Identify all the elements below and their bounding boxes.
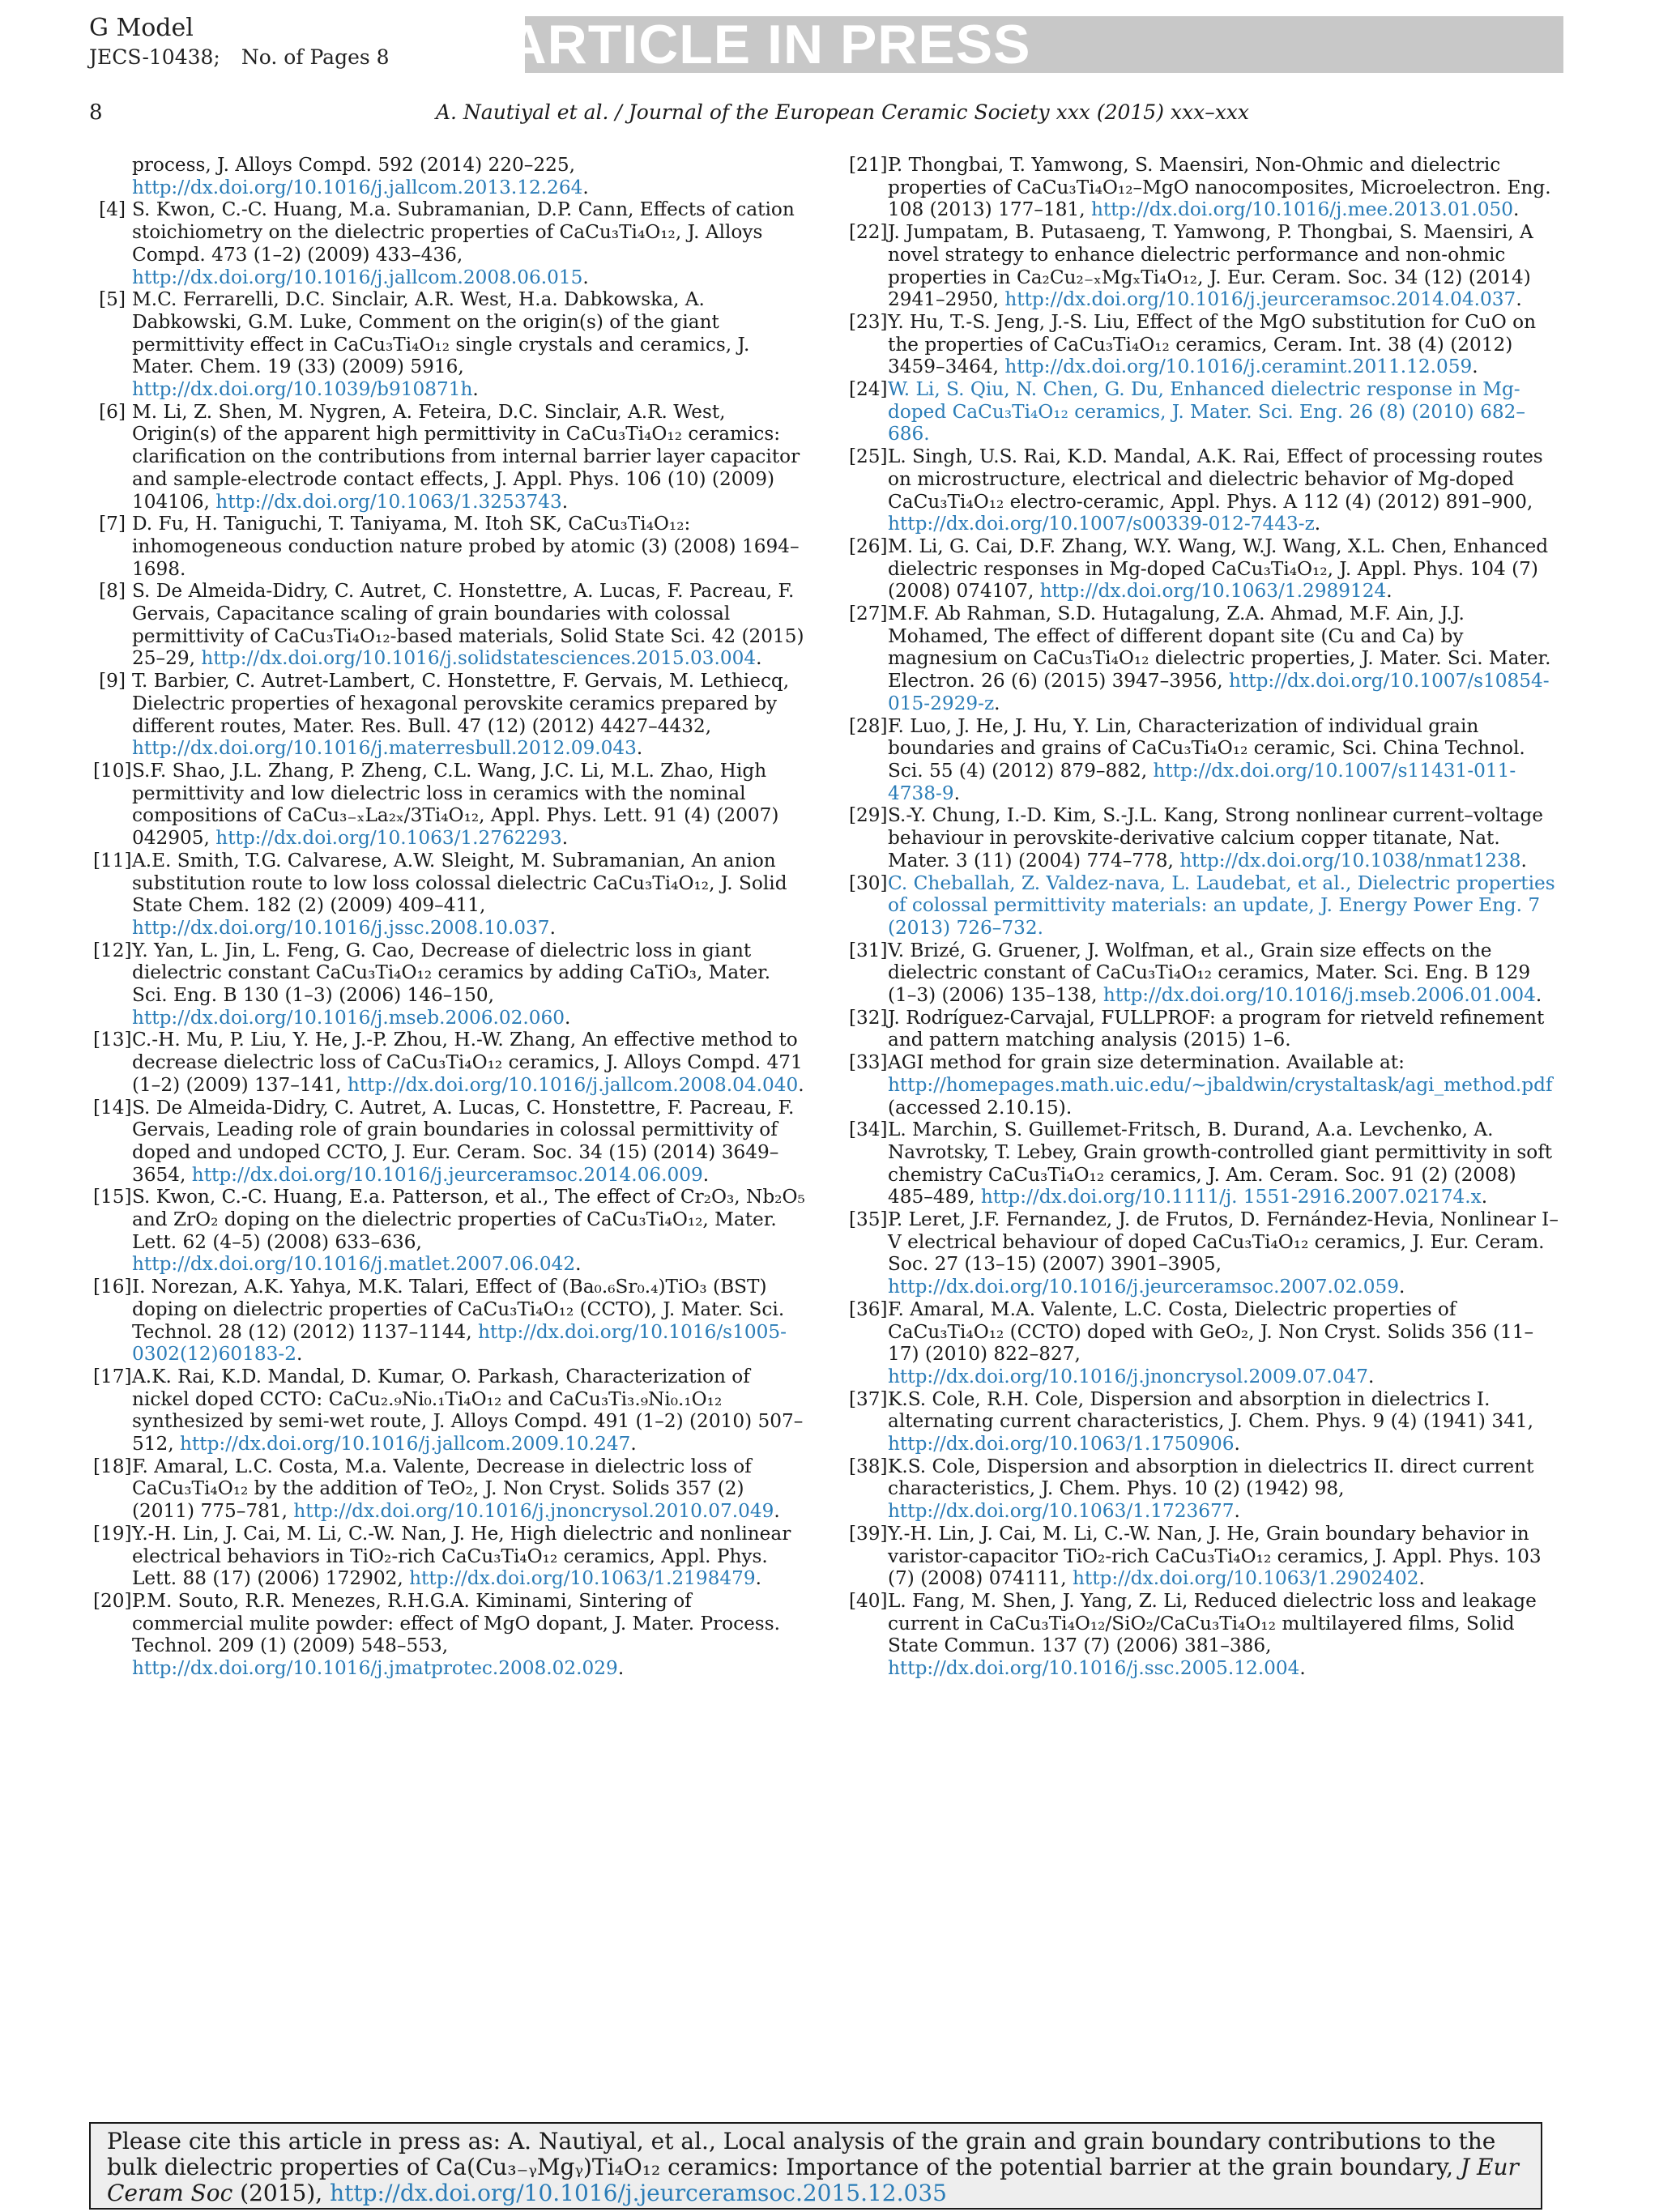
reference-number: [24] [849, 378, 888, 401]
reference-text: K.S. Cole, Dispersion and absorption in dielectrics II. direct current characteristics, J. Chem. Phys. 10 (2) (1942) 98, [888, 1455, 1534, 1500]
reference-doi-link[interactable]: http://dx.doi.org/10.1016/j.jeurceramsoc.2007.02.059 [888, 1276, 1399, 1298]
journal-info [89, 45, 411, 70]
reference-text: V. Brizé, G. Gruener, J. Wolfman, et al., Grain size effects on the dielectric constant of CaCu₃Ti₄O₁₂ ceramics, Mater. Sci. Eng. B 129 (1–3) (2006) 135–138, [888, 939, 1531, 1007]
reference-tail: . [582, 266, 589, 288]
reference-text: L. Fang, M. Shen, J. Yang, Z. Li, Reduced dielectric loss and leakage current in CaCu₃Ti₄O₁₂/SiO₂/CaCu₃Ti₄O₁₂ multilayered films, Solid State Commun. 137 (7) (2006) 381–386, [888, 1590, 1537, 1657]
reference-doi-link[interactable]: http://dx.doi.org/10.1016/j.mseb.2006.02.060 [132, 1006, 565, 1029]
reference-number: [12] [93, 939, 132, 961]
reference-doi-link[interactable]: http://dx.doi.org/10.1016/j.ceramint.2011.12.059 [1004, 356, 1473, 378]
reference-item [849, 715, 1562, 805]
reference-number: [5] [99, 288, 126, 311]
reference-tail: . [1314, 513, 1321, 535]
reference-item [849, 1523, 1562, 1590]
reference-number: [27] [849, 603, 888, 625]
reference-doi-link[interactable]: http://dx.doi.org/10.1016/j.jnoncrysol.2009.07.047 [888, 1365, 1369, 1387]
g-model-label: G Model [89, 14, 194, 42]
reference-number: [13] [93, 1029, 132, 1051]
reference-text: D. Fu, H. Taniguchi, T. Taniyama, M. Itoh SK, CaCu₃Ti₄O₁₂: inhomogeneous conduction nature probed by atomic (3) (2008) 1694–1698. [132, 513, 800, 580]
reference-item [849, 535, 1562, 603]
reference-doi-link[interactable]: http://dx.doi.org/10.1016/j.jallcom.2009.10.247 [180, 1433, 631, 1455]
references-left-column [93, 154, 806, 1680]
reference-doi-link[interactable]: http://dx.doi.org/10.1111/j. 1551-2916.2007.02174.x [980, 1186, 1482, 1208]
reference-text: I. Norezan, A.K. Yahya, M.K. Talari, Effect of (Ba₀.₆Sr₀.₄)TiO₃ (BST) doping on dielectric properties of CaCu₃Ti₄O₁₂ (CCTO), J. Mater. Sci. Technol. 28 (12) (2012) 1137–1144, [132, 1276, 785, 1343]
reference-number: [18] [93, 1455, 132, 1477]
reference-number: [40] [849, 1590, 888, 1612]
reference-number: [22] [849, 221, 888, 244]
reference-number: [14] [93, 1096, 132, 1119]
reference-doi-link[interactable]: http://dx.doi.org/10.1063/1.2762293 [215, 827, 562, 850]
reference-number: [21] [849, 154, 888, 176]
reference-number: [7] [99, 513, 126, 535]
reference-doi-link[interactable]: http://homepages.math.uic.edu/~jbaldwin/crystaltask/agi_method.pdf [888, 1073, 1553, 1096]
citation-journal: J Eur Ceram Soc [107, 2154, 1519, 2206]
reference-number: [31] [849, 939, 888, 961]
reference-tail: . [630, 1433, 637, 1455]
reference-text: K.S. Cole, R.H. Cole, Dispersion and absorption in dielectrics I. alternating current characteristics, J. Chem. Phys. 9 (4) (1941) 341, [888, 1387, 1533, 1433]
reference-tail: . [472, 378, 479, 401]
reference-number: [30] [849, 872, 888, 894]
reference-number: [10] [93, 759, 132, 782]
reference-item [849, 872, 1562, 940]
journal-id: JECS-10438; [89, 45, 220, 69]
reference-text: F. Luo, J. He, J. Hu, Y. Lin, Characterization of individual grain boundaries and grains of CaCu₃Ti₄O₁₂ ceramic, Sci. China Technol. Sci. 55 (4) (2012) 879–882, [888, 714, 1525, 782]
reference-number: [35] [849, 1208, 888, 1231]
reference-text: F. Amaral, L.C. Costa, M.a. Valente, Decrease in dielectric loss of CaCu₃Ti₄O₁₂ by the addition of TeO₂, J. Non Cryst. Solids 357 (2) (2011) 775–781, [132, 1455, 752, 1523]
reference-tail: . [1418, 1567, 1425, 1590]
reference-item [849, 1388, 1562, 1455]
reference-doi-link[interactable]: http://dx.doi.org/10.1063/1.2902402 [1072, 1567, 1419, 1590]
reference-number: [23] [849, 310, 888, 333]
reference-item [849, 154, 1562, 221]
reference-item [849, 378, 1562, 445]
reference-number: [39] [849, 1522, 888, 1545]
reference-doi-link[interactable]: http://dx.doi.org/10.1063/1.2989124 [1039, 580, 1387, 603]
reference-number: [16] [93, 1276, 132, 1298]
reference-item [849, 1051, 1562, 1119]
reference-item [849, 1298, 1562, 1388]
reference-tail: . [953, 782, 960, 804]
reference-item [849, 221, 1562, 311]
reference-tail: . [575, 1253, 582, 1276]
reference-text: P. Thongbai, T. Yamwong, S. Maensiri, Non-Ohmic and dielectric properties of CaCu₃Ti₄O₁₂–MgO nanocomposites, Microelectron. Eng. 108 (2013) 177–181, [888, 154, 1551, 221]
reference-item [93, 1097, 806, 1187]
reference-tail: . [1398, 1276, 1405, 1298]
reference-text: T. Barbier, C. Autret-Lambert, C. Honstettre, F. Gervais, M. Lethiecq, Dielectric properties of hexagonal perovskite ceramics prepared by different routes, Mater. Res. Bull. 47 (12) (2012) 4427–4432, [132, 670, 790, 737]
citation-box [89, 2122, 1542, 2210]
reference-text: M.F. Ab Rahman, S.D. Hutagalung, Z.A. Ahmad, M.F. Ain, J.J. Mohamed, The effect of different dopant site (Cu and Ca) by magnesium on CaCu₃Ti₄O₁₂ dielectric properties, J. Mater. Sci. Mater. Electron. 26 (6) (2015) 3947–3956, [888, 603, 1551, 693]
reference-tail: . [582, 176, 589, 198]
reference-item [93, 513, 806, 580]
reference-text: F. Amaral, M.A. Valente, L.C. Costa, Dielectric properties of CaCu₃Ti₄O₁₂ (CCTO) doped with GeO₂, J. Non Cryst. Solids 356 (11–17) (2010) 822–827, [888, 1298, 1534, 1366]
reference-item [849, 1455, 1562, 1523]
reference-text: Y. Yan, L. Jin, L. Feng, G. Cao, Decrease of dielectric loss in giant dielectric constant CaCu₃Ti₄O₁₂ ceramics by adding CaTiO₃, Mater. Sci. Eng. B 130 (1–3) (2006) 146–150, [132, 939, 771, 1007]
reference-item [93, 1366, 806, 1455]
reference-text: J. Rodríguez-Carvajal, FULLPROF: a program for rietveld refinement and pattern matching analysis (2015) 1–6. [888, 1006, 1545, 1051]
reference-tail: . [565, 1006, 571, 1029]
reference-item [849, 1208, 1562, 1298]
reference-text: M. Li, Z. Shen, M. Nygren, A. Feteira, D.C. Sinclair, A.R. West, Origin(s) of the apparent high permittivity in CaCu₃Ti₄O₁₂ ceramics: clarification on the contributions from internal barrier layer capacitor and sample-electrode contact effects, J. Appl. Phys. 106 (10) (2009) 104106, [132, 400, 800, 513]
reference-tail: . [1520, 849, 1527, 872]
reference-text[interactable]: W. Li, S. Qiu, N. Chen, G. Du, Enhanced dielectric response in Mg-doped CaCu₃Ti₄O₁₂ ceramics, J. Mater. Sci. Eng. 26 (8) (2010) 682–686. [888, 378, 1525, 445]
reference-tail: . [1299, 1657, 1306, 1680]
reference-tail: . [994, 692, 1000, 714]
reference-tail: . [549, 916, 556, 939]
reference-doi-link[interactable]: http://dx.doi.org/10.1016/j.jeurceramsoc.2014.06.009 [191, 1163, 703, 1186]
reference-text: P.M. Souto, R.R. Menezes, R.H.G.A. Kiminami, Sintering of commercial mulite powder: effect of MgO dopant, J. Mater. Process. Technol. 209 (1) (2009) 548–553, [132, 1590, 780, 1657]
reference-doi-link[interactable]: http://dx.doi.org/10.1016/j.ssc.2005.12.004 [888, 1657, 1300, 1680]
reference-item [93, 1276, 806, 1366]
reference-tail: . [1386, 580, 1392, 603]
reference-tail: . [617, 1657, 625, 1680]
reference-text: S. Kwon, C.-C. Huang, E.a. Patterson, et al., The effect of Cr₂O₃, Nb₂O₅ and ZrO₂ doping on the dielectric properties of CaCu₃Ti₄O₁₂, Mater. Lett. 62 (4–5) (2008) 633–636, [132, 1186, 805, 1253]
reference-tail: . [1234, 1433, 1240, 1455]
reference-number: [36] [849, 1298, 888, 1320]
reference-text: S. Kwon, C.-C. Huang, M.a. Subramanian, D.P. Cann, Effects of cation stoichiometry on the dielectric properties of CaCu₃Ti₄O₁₂, J. Alloys Compd. 473 (1–2) (2009) 433–436, [132, 198, 795, 266]
article-in-press-banner [506, 14, 1563, 75]
reference-doi-link[interactable]: http://dx.doi.org/10.1016/j.mseb.2006.01.004 [1102, 984, 1536, 1007]
references-right-column [849, 154, 1562, 1680]
reference-item [93, 580, 806, 670]
reference-item [93, 1029, 806, 1096]
reference-doi-link[interactable]: http://dx.doi.org/10.1016/j.jeurceramsoc.2014.04.037 [1004, 288, 1516, 311]
reference-doi-link[interactable]: http://dx.doi.org/10.1016/s1005-0302(12)60183-2 [132, 1320, 787, 1366]
reference-doi-link[interactable]: http://dx.doi.org/10.1016/j.jnoncrysol.2010.07.049 [293, 1500, 774, 1523]
reference-item [849, 311, 1562, 378]
reference-doi-link[interactable]: http://dx.doi.org/10.1063/1.3253743 [215, 490, 562, 513]
reference-doi-link[interactable]: http://dx.doi.org/10.1016/j.matlet.2007.06.042 [132, 1253, 576, 1276]
reference-number: [8] [99, 580, 126, 603]
reference-doi-link[interactable]: http://dx.doi.org/10.1016/j.jallcom.2008.06.015 [132, 266, 583, 288]
reference-text: S.-Y. Chung, I.-D. Kim, S.-J.L. Kang, Strong nonlinear current–voltage behaviour in perovskite-derivative calcium copper titanate, Nat. Mater. 3 (11) (2004) 774–778, [888, 804, 1543, 872]
reference-doi-link[interactable]: http://dx.doi.org/10.1007/s00339-012-7443-z [888, 513, 1315, 535]
reference-item [93, 1590, 806, 1680]
reference-tail: . [1512, 198, 1520, 221]
reference-item [93, 760, 806, 850]
reference-item [849, 603, 1562, 715]
reference-text: A.K. Rai, K.D. Mandal, D. Kumar, O. Parkash, Characterization of nickel doped CCTO: CaCu₂.₉Ni₀.₁Ti₄O₁₂ and CaCu₃Ti₃.₉Ni₀.₁O₁₂ synthesized by semi-wet route, J. Alloys Compd. 491 (1–2) (2010) 507–512, [132, 1365, 804, 1455]
citation-text: Please cite this article in press as: A. Nautiyal, et al., Local analysis of the grain and grain boundary contributions to the bulk dielectric properties of Ca(Cu₃₋ᵧMgᵧ)Ti₄O₁₂ ceramics: Importance of the potential barrier at the grain boundary, [107, 2128, 1496, 2180]
reference-tail: . [636, 737, 643, 760]
reference-number: [20] [93, 1590, 132, 1612]
running-head: A. Nautiyal et al. / Journal of the European Ceramic Society xxx (2015) xxx–xxx [435, 100, 1250, 124]
reference-doi-link[interactable]: http://dx.doi.org/10.1007/s10854-015-2929-z [888, 670, 1550, 714]
reference-item [849, 1007, 1562, 1051]
reference-tail: . [296, 1343, 303, 1366]
reference-text: process, J. Alloys Compd. 592 (2014) 220–225, [132, 154, 575, 176]
reference-doi-link[interactable]: http://dx.doi.org/10.1016/j.solidstatesciences.2015.03.004 [201, 647, 757, 670]
reference-number: [37] [849, 1387, 888, 1410]
reference-text: L. Singh, U.S. Rai, K.D. Mandal, A.K. Rai, Effect of processing routes on microstructure, electrical and dielectric behavior of Mg-doped CaCu₃Ti₄O₁₂ electro-ceramic, Appl. Phys. A 112 (4) (2012) 891–900, [888, 445, 1543, 513]
reference-tail: . [561, 827, 569, 850]
reference-item [849, 804, 1562, 872]
reference-number: [25] [849, 445, 888, 468]
reference-doi-link[interactable]: http://dx.doi.org/10.1016/j.jmatprotec.2008.02.029 [132, 1657, 618, 1680]
reference-doi-link[interactable]: http://dx.doi.org/10.1063/1.1750906 [888, 1433, 1235, 1455]
page-count: No. of Pages 8 [241, 45, 390, 69]
reference-item [849, 940, 1562, 1007]
reference-text[interactable]: C. Cheballah, Z. Valdez-nava, L. Laudebat, et al., Dielectric properties of colossal permittivity materials: an update, J. Energy Power Eng. 7 (2013) 726–732. [888, 872, 1555, 939]
reference-item [93, 670, 806, 760]
reference-doi-link[interactable]: http://dx.doi.org/10.1063/1.2198479 [409, 1567, 756, 1590]
reference-item [849, 1119, 1562, 1208]
reference-text: J. Jumpatam, B. Putasaeng, T. Yamwong, P. Thongbai, S. Maensiri, A novel strategy to enhance dielectric performance and non-ohmic properties in Ca₂Cu₂₋ₓMgₓTi₄O₁₂, J. Eur. Ceram. Soc. 34 (12) (2014) 2941–2950, [888, 221, 1533, 311]
reference-tail: (accessed 2.10.15). [888, 1096, 1073, 1119]
reference-item [93, 288, 806, 401]
reference-item [849, 1590, 1562, 1680]
reference-number: [32] [849, 1006, 888, 1029]
reference-tail: . [1368, 1365, 1375, 1387]
reference-doi-link[interactable]: http://dx.doi.org/10.1039/b910871h [132, 378, 473, 401]
reference-number: [6] [99, 400, 126, 423]
reference-item [93, 1186, 806, 1276]
reference-doi-link[interactable]: http://dx.doi.org/10.1016/j.mee.2013.01.050 [1090, 198, 1513, 221]
reference-item [93, 940, 806, 1029]
reference-number: [26] [849, 535, 888, 557]
reference-item [93, 401, 806, 514]
reference-tail: . [1516, 288, 1522, 311]
reference-tail: . [756, 647, 762, 670]
citation-doi-link[interactable]: http://dx.doi.org/10.1016/j.jeurceramsoc.2015.12.035 [330, 2180, 947, 2206]
reference-text: AGI method for grain size determination. Available at: [888, 1051, 1405, 1074]
reference-number: [29] [849, 804, 888, 827]
reference-doi-link[interactable]: http://dx.doi.org/10.1038/nmat1238 [1179, 849, 1521, 872]
reference-tail: . [798, 1073, 804, 1096]
reference-tail: . [702, 1163, 710, 1186]
reference-item [93, 1523, 806, 1590]
reference-text: M.C. Ferrarelli, D.C. Sinclair, A.R. West, H.a. Dabkowska, A. Dabkowski, G.M. Luke, Comment on the origin(s) of the giant permittivity effect in CaCu₃Ti₄O₁₂ single crystals and ceramics, J. Mater. Chem. 19 (33) (2009) 5916, [132, 288, 750, 378]
reference-number: [34] [849, 1119, 888, 1141]
reference-text: L. Marchin, S. Guillemet-Fritsch, B. Durand, A.a. Levchenko, A. Navrotsky, T. Lebey, Grain growth-controlled giant permittivity in soft chemistry CaCu₃Ti₄O₁₂ ceramics, J. Am. Ceram. Soc. 91 (2) (2008) 485–489, [888, 1119, 1553, 1208]
reference-number: [9] [99, 670, 126, 693]
reference-text: C.-H. Mu, P. Liu, Y. He, J.-P. Zhou, H.-W. Zhang, An effective method to decrease dielectric loss of CaCu₃Ti₄O₁₂ ceramics, J. Alloys Compd. 471 (1–2) (2009) 137–141, [132, 1029, 803, 1096]
reference-item [93, 198, 806, 288]
reference-tail: . [1481, 1186, 1488, 1208]
reference-doi-link[interactable]: http://dx.doi.org/10.1016/j.materresbull.2012.09.043 [132, 737, 637, 760]
reference-number: [33] [849, 1051, 888, 1074]
citation-year: (2015), [232, 2180, 331, 2206]
reference-text: Y.-H. Lin, J. Cai, M. Li, C.-W. Nan, J. He, High dielectric and nonlinear electrical behaviors in TiO₂-rich CaCu₃Ti₄O₁₂ ceramics, Appl. Phys. Lett. 88 (17) (2006) 172902, [132, 1522, 791, 1590]
reference-tail: . [1234, 1500, 1240, 1523]
reference-text: A.E. Smith, T.G. Calvarese, A.W. Sleight, M. Subramanian, An anion substitution route to low loss colossal dielectric CaCu₃Ti₄O₁₂, J. Solid State Chem. 182 (2) (2009) 409–411, [132, 849, 787, 917]
reference-number: [17] [93, 1365, 132, 1387]
page-number: 8 [89, 100, 103, 125]
reference-number: [11] [93, 849, 132, 872]
reference-text: S. De Almeida-Didry, C. Autret, C. Honstettre, A. Lucas, F. Pacreau, F. Gervais, Capacitance scaling of grain boundaries with colossal permittivity of CaCu₃Ti₄O₁₂-based materials, Solid State Sci. 42 (2015) 25–29, [132, 580, 804, 670]
reference-doi-link[interactable]: http://dx.doi.org/10.1007/s11431-011-4738-9 [888, 759, 1516, 804]
reference-tail: . [774, 1500, 780, 1523]
reference-number: [4] [99, 198, 126, 221]
reference-text: Y. Hu, T.-S. Jeng, J.-S. Liu, Effect of the MgO substitution for CuO on the properties of CaCu₃Ti₄O₁₂ ceramics, Ceram. Int. 38 (4) (2012) 3459–3464, [888, 310, 1537, 378]
reference-item [93, 850, 806, 940]
reference-doi-link[interactable]: http://dx.doi.org/10.1016/j.jallcom.2013.12.264 [132, 176, 583, 198]
reference-number: [38] [849, 1455, 888, 1477]
reference-item [849, 445, 1562, 535]
reference-tail: . [1535, 984, 1542, 1007]
reference-number: [15] [93, 1186, 132, 1208]
reference-doi-link[interactable]: http://dx.doi.org/10.1063/1.1723677 [888, 1500, 1235, 1523]
reference-number: [28] [849, 714, 888, 737]
reference-doi-link[interactable]: http://dx.doi.org/10.1016/j.jssc.2008.10.037 [132, 916, 550, 939]
reference-doi-link[interactable]: http://dx.doi.org/10.1016/j.jallcom.2008.04.040 [347, 1073, 799, 1096]
reference-text: P. Leret, J.F. Fernandez, J. de Frutos, D. Fernández-Hevia, Nonlinear I–V electrical behaviour of doped CaCu₃Ti₄O₁₂ ceramics, J. Eur. Ceram. Soc. 27 (13–15) (2007) 3901–3905, [888, 1208, 1559, 1276]
reference-tail: . [561, 490, 569, 513]
reference-item [93, 1455, 806, 1523]
reference-text: S. De Almeida-Didry, C. Autret, A. Lucas, C. Honstettre, F. Pacreau, F. Gervais, Leading role of grain boundaries in colossal permittivity of doped and undoped CCTO, J. Eur. Ceram. Soc. 34 (15) (2014) 3649–3654, [132, 1096, 795, 1186]
reference-text: M. Li, G. Cai, D.F. Zhang, W.Y. Wang, W.J. Wang, X.L. Chen, Enhanced dielectric responses in Mg-doped CaCu₃Ti₄O₁₂, J. Appl. Phys. 104 (7) (2008) 074107, [888, 535, 1549, 603]
reference-number: [19] [93, 1522, 132, 1545]
reference-text: Y.-H. Lin, J. Cai, M. Li, C.-W. Nan, J. He, Grain boundary behavior in varistor-capacitor TiO₂-rich CaCu₃Ti₄O₁₂ ceramics, J. Appl. Phys. 103 (7) (2008) 074111, [888, 1522, 1542, 1590]
banner-text: ARTICLE IN PRESS [506, 14, 1031, 75]
reference-item [93, 154, 806, 198]
reference-tail: . [755, 1567, 761, 1590]
reference-text: S.F. Shao, J.L. Zhang, P. Zheng, C.L. Wang, J.C. Li, M.L. Zhao, High permittivity and low dielectric loss in ceramics with the nominal compositions of CaCu₃₋ₓLa₂ₓ/3Ti₄O₁₂, Appl. Phys. Lett. 91 (4) (2007) 042905, [132, 759, 779, 850]
reference-tail: . [1472, 356, 1478, 378]
